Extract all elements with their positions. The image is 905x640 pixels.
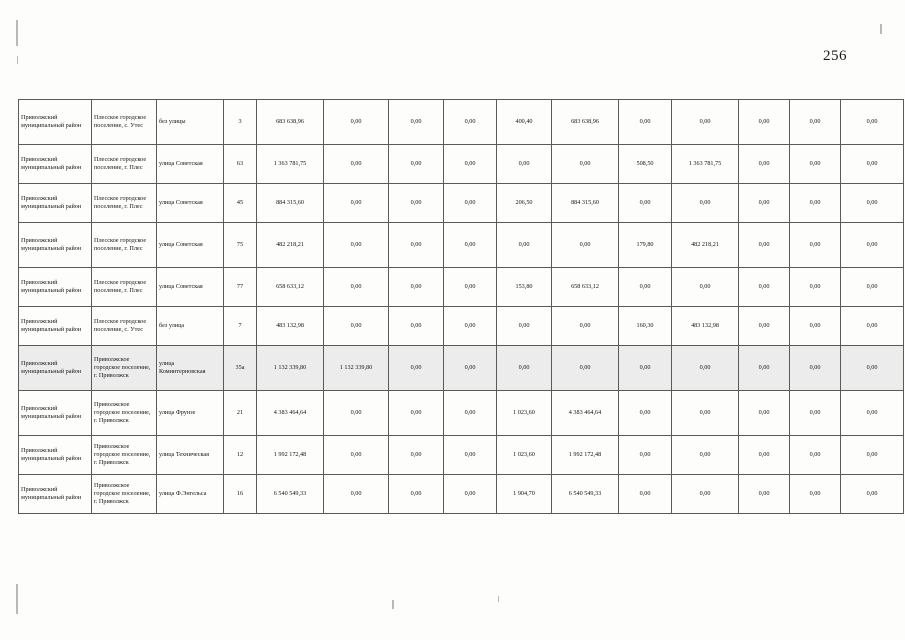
- cell-amount-10: 0,00: [790, 307, 841, 346]
- cell-amount-2: 0,00: [324, 223, 389, 268]
- cell-amount-10: 0,00: [790, 475, 841, 514]
- scan-edge-mark-bottom-center: [498, 596, 499, 602]
- cell-amount-6: 0,00: [552, 346, 619, 391]
- cell-amount-3: 0,00: [389, 268, 444, 307]
- scan-edge-mark-left: [17, 56, 18, 64]
- cell-amount-8: 0,00: [672, 100, 739, 145]
- cell-amount-11: 0,00: [841, 184, 904, 223]
- cell-amount-3: 0,00: [389, 436, 444, 475]
- cell-amount-7: 508,50: [619, 145, 672, 184]
- cell-amount-10: 0,00: [790, 436, 841, 475]
- table-row: [19, 145, 904, 184]
- cell-amount-5: 206,50: [497, 184, 552, 223]
- cell-municipality: Приволжский муниципальный район: [19, 307, 92, 346]
- scan-edge-mark-bottom-left: [16, 584, 18, 614]
- cell-amount-3: 0,00: [389, 184, 444, 223]
- table-row: [19, 307, 904, 346]
- cell-street: улица Фрунзе: [157, 391, 224, 436]
- cell-amount-11: 0,00: [841, 436, 904, 475]
- cell-settlement: Плесское городское поселение, г. Плес: [92, 145, 157, 184]
- cell-amount-5: 1 023,60: [497, 436, 552, 475]
- cell-amount-5: 400,40: [497, 100, 552, 145]
- cell-amount-9: 0,00: [739, 145, 790, 184]
- cell-street: без улица: [157, 307, 224, 346]
- cell-house-number: 77: [224, 268, 257, 307]
- cell-amount-6: 658 633,12: [552, 268, 619, 307]
- cell-amount-6: 0,00: [552, 223, 619, 268]
- cell-amount-4: 0,00: [444, 184, 497, 223]
- cell-amount-5: 0,00: [497, 307, 552, 346]
- cell-house-number: 16: [224, 475, 257, 514]
- cell-amount-3: 0,00: [389, 391, 444, 436]
- cell-amount-1: 4 383 464,64: [257, 391, 324, 436]
- cell-amount-2: 0,00: [324, 100, 389, 145]
- cell-amount-3: 0,00: [389, 346, 444, 391]
- cell-amount-3: 0,00: [389, 307, 444, 346]
- cell-amount-6: 0,00: [552, 145, 619, 184]
- cell-municipality: Приволжский муниципальный район: [19, 223, 92, 268]
- cell-street: улица Советская: [157, 268, 224, 307]
- table-row: [19, 346, 904, 391]
- cell-amount-4: 0,00: [444, 475, 497, 514]
- cell-amount-10: 0,00: [790, 223, 841, 268]
- cell-settlement: Плесское городское поселение, г. Плес: [92, 223, 157, 268]
- cell-amount-10: 0,00: [790, 184, 841, 223]
- cell-amount-9: 0,00: [739, 475, 790, 514]
- cell-amount-11: 0,00: [841, 475, 904, 514]
- cell-amount-9: 0,00: [739, 184, 790, 223]
- cell-settlement: Приволжское городское поселение, г. Приволжск: [92, 436, 157, 475]
- cell-amount-2: 0,00: [324, 145, 389, 184]
- cell-amount-1: 1 992 172,48: [257, 436, 324, 475]
- cell-amount-1: 683 638,96: [257, 100, 324, 145]
- cell-house-number: 7: [224, 307, 257, 346]
- scan-edge-mark-right: [880, 24, 882, 34]
- cell-amount-1: 1 132 339,80: [257, 346, 324, 391]
- cell-amount-7: 160,30: [619, 307, 672, 346]
- cell-amount-7: 0,00: [619, 346, 672, 391]
- cell-street: улица Техническая: [157, 436, 224, 475]
- cell-amount-4: 0,00: [444, 145, 497, 184]
- cell-amount-6: 683 638,96: [552, 100, 619, 145]
- cell-amount-3: 0,00: [389, 145, 444, 184]
- cell-amount-6: 0,00: [552, 307, 619, 346]
- cell-municipality: Приволжский муниципальный район: [19, 346, 92, 391]
- table-row: [19, 391, 904, 436]
- cell-house-number: 21: [224, 391, 257, 436]
- cell-municipality: Приволжский муниципальный район: [19, 475, 92, 514]
- cell-amount-6: 4 383 464,64: [552, 391, 619, 436]
- cell-amount-4: 0,00: [444, 223, 497, 268]
- cell-municipality: Приволжский муниципальный район: [19, 184, 92, 223]
- cell-amount-4: 0,00: [444, 100, 497, 145]
- cell-amount-7: 0,00: [619, 436, 672, 475]
- scan-edge-mark-bottom: [392, 600, 394, 609]
- cell-amount-5: 0,00: [497, 145, 552, 184]
- cell-amount-8: 482 218,21: [672, 223, 739, 268]
- cell-amount-11: 0,00: [841, 268, 904, 307]
- cell-amount-7: 179,80: [619, 223, 672, 268]
- cell-amount-5: 1 904,70: [497, 475, 552, 514]
- table-row: [19, 475, 904, 514]
- cell-amount-2: 0,00: [324, 436, 389, 475]
- cell-house-number: 45: [224, 184, 257, 223]
- cell-settlement: Плесское городское поселение, г. Плес: [92, 184, 157, 223]
- cell-amount-7: 0,00: [619, 475, 672, 514]
- cell-street: улица Ф.Энгельса: [157, 475, 224, 514]
- registry-table: [18, 99, 904, 514]
- cell-amount-4: 0,00: [444, 307, 497, 346]
- cell-amount-9: 0,00: [739, 436, 790, 475]
- cell-settlement: Плесское городское поселение, с. Утес: [92, 307, 157, 346]
- cell-amount-6: 1 992 172,48: [552, 436, 619, 475]
- cell-amount-3: 0,00: [389, 100, 444, 145]
- cell-amount-7: 0,00: [619, 184, 672, 223]
- cell-street: улица Советская: [157, 145, 224, 184]
- cell-settlement: Приволжское городское поселение, г. Приволжск: [92, 475, 157, 514]
- cell-amount-11: 0,00: [841, 145, 904, 184]
- cell-street: улица Советская: [157, 184, 224, 223]
- cell-municipality: Приволжский муниципальный район: [19, 145, 92, 184]
- cell-amount-5: 0,00: [497, 223, 552, 268]
- registry-table-container: [18, 99, 888, 514]
- table-row: [19, 223, 904, 268]
- cell-amount-8: 0,00: [672, 268, 739, 307]
- cell-amount-2: 1 132 339,80: [324, 346, 389, 391]
- cell-street: улица Советская: [157, 223, 224, 268]
- cell-amount-11: 0,00: [841, 223, 904, 268]
- cell-house-number: 12: [224, 436, 257, 475]
- cell-amount-4: 0,00: [444, 391, 497, 436]
- cell-amount-10: 0,00: [790, 346, 841, 391]
- cell-street: улица Коминтерновская: [157, 346, 224, 391]
- cell-settlement: Приволжское городское поселение, г. Приволжск: [92, 391, 157, 436]
- cell-amount-6: 884 315,60: [552, 184, 619, 223]
- cell-amount-1: 483 132,98: [257, 307, 324, 346]
- cell-amount-10: 0,00: [790, 391, 841, 436]
- cell-amount-4: 0,00: [444, 346, 497, 391]
- cell-house-number: 63: [224, 145, 257, 184]
- cell-amount-7: 0,00: [619, 100, 672, 145]
- table-row: [19, 184, 904, 223]
- cell-amount-1: 658 633,12: [257, 268, 324, 307]
- cell-amount-9: 0,00: [739, 100, 790, 145]
- cell-amount-1: 884 315,60: [257, 184, 324, 223]
- cell-house-number: 75: [224, 223, 257, 268]
- cell-house-number: 35а: [224, 346, 257, 391]
- cell-amount-2: 0,00: [324, 391, 389, 436]
- cell-amount-8: 0,00: [672, 184, 739, 223]
- cell-municipality: Приволжский муниципальный район: [19, 436, 92, 475]
- cell-settlement: Плесское городское поселение, с. Утес: [92, 100, 157, 145]
- cell-amount-7: 0,00: [619, 268, 672, 307]
- cell-amount-11: 0,00: [841, 100, 904, 145]
- cell-amount-8: 483 132,98: [672, 307, 739, 346]
- cell-amount-9: 0,00: [739, 346, 790, 391]
- table-row: [19, 100, 904, 145]
- cell-amount-5: 153,80: [497, 268, 552, 307]
- cell-amount-8: 1 363 781,75: [672, 145, 739, 184]
- cell-amount-8: 0,00: [672, 436, 739, 475]
- cell-amount-2: 0,00: [324, 184, 389, 223]
- cell-municipality: Приволжский муниципальный район: [19, 100, 92, 145]
- cell-house-number: 3: [224, 100, 257, 145]
- cell-settlement: Приволжское городское поселение, г. Приволжск: [92, 346, 157, 391]
- cell-amount-11: 0,00: [841, 346, 904, 391]
- cell-amount-10: 0,00: [790, 145, 841, 184]
- cell-amount-9: 0,00: [739, 391, 790, 436]
- cell-amount-1: 482 218,21: [257, 223, 324, 268]
- table-row: [19, 268, 904, 307]
- cell-amount-11: 0,00: [841, 307, 904, 346]
- registry-table-body: [19, 100, 904, 514]
- cell-amount-2: 0,00: [324, 307, 389, 346]
- cell-amount-4: 0,00: [444, 268, 497, 307]
- cell-amount-1: 6 540 549,33: [257, 475, 324, 514]
- cell-street: без улицы: [157, 100, 224, 145]
- cell-amount-5: 0,00: [497, 346, 552, 391]
- cell-amount-10: 0,00: [790, 268, 841, 307]
- page-number: 256: [823, 48, 847, 64]
- cell-amount-6: 6 540 549,33: [552, 475, 619, 514]
- cell-amount-8: 0,00: [672, 346, 739, 391]
- cell-amount-8: 0,00: [672, 391, 739, 436]
- cell-amount-9: 0,00: [739, 268, 790, 307]
- cell-settlement: Плесское городское поселение, г. Плес: [92, 268, 157, 307]
- table-row: [19, 436, 904, 475]
- cell-amount-2: 0,00: [324, 268, 389, 307]
- cell-amount-3: 0,00: [389, 475, 444, 514]
- cell-amount-4: 0,00: [444, 436, 497, 475]
- cell-amount-3: 0,00: [389, 223, 444, 268]
- cell-amount-7: 0,00: [619, 391, 672, 436]
- cell-amount-8: 0,00: [672, 475, 739, 514]
- cell-amount-9: 0,00: [739, 307, 790, 346]
- cell-amount-10: 0,00: [790, 100, 841, 145]
- cell-amount-2: 0,00: [324, 475, 389, 514]
- cell-amount-5: 1 023,60: [497, 391, 552, 436]
- cell-municipality: Приволжский муниципальный район: [19, 391, 92, 436]
- cell-amount-1: 1 363 781,75: [257, 145, 324, 184]
- scan-edge-mark-top-left: [16, 20, 18, 46]
- cell-amount-9: 0,00: [739, 223, 790, 268]
- cell-amount-11: 0,00: [841, 391, 904, 436]
- cell-municipality: Приволжский муниципальный район: [19, 268, 92, 307]
